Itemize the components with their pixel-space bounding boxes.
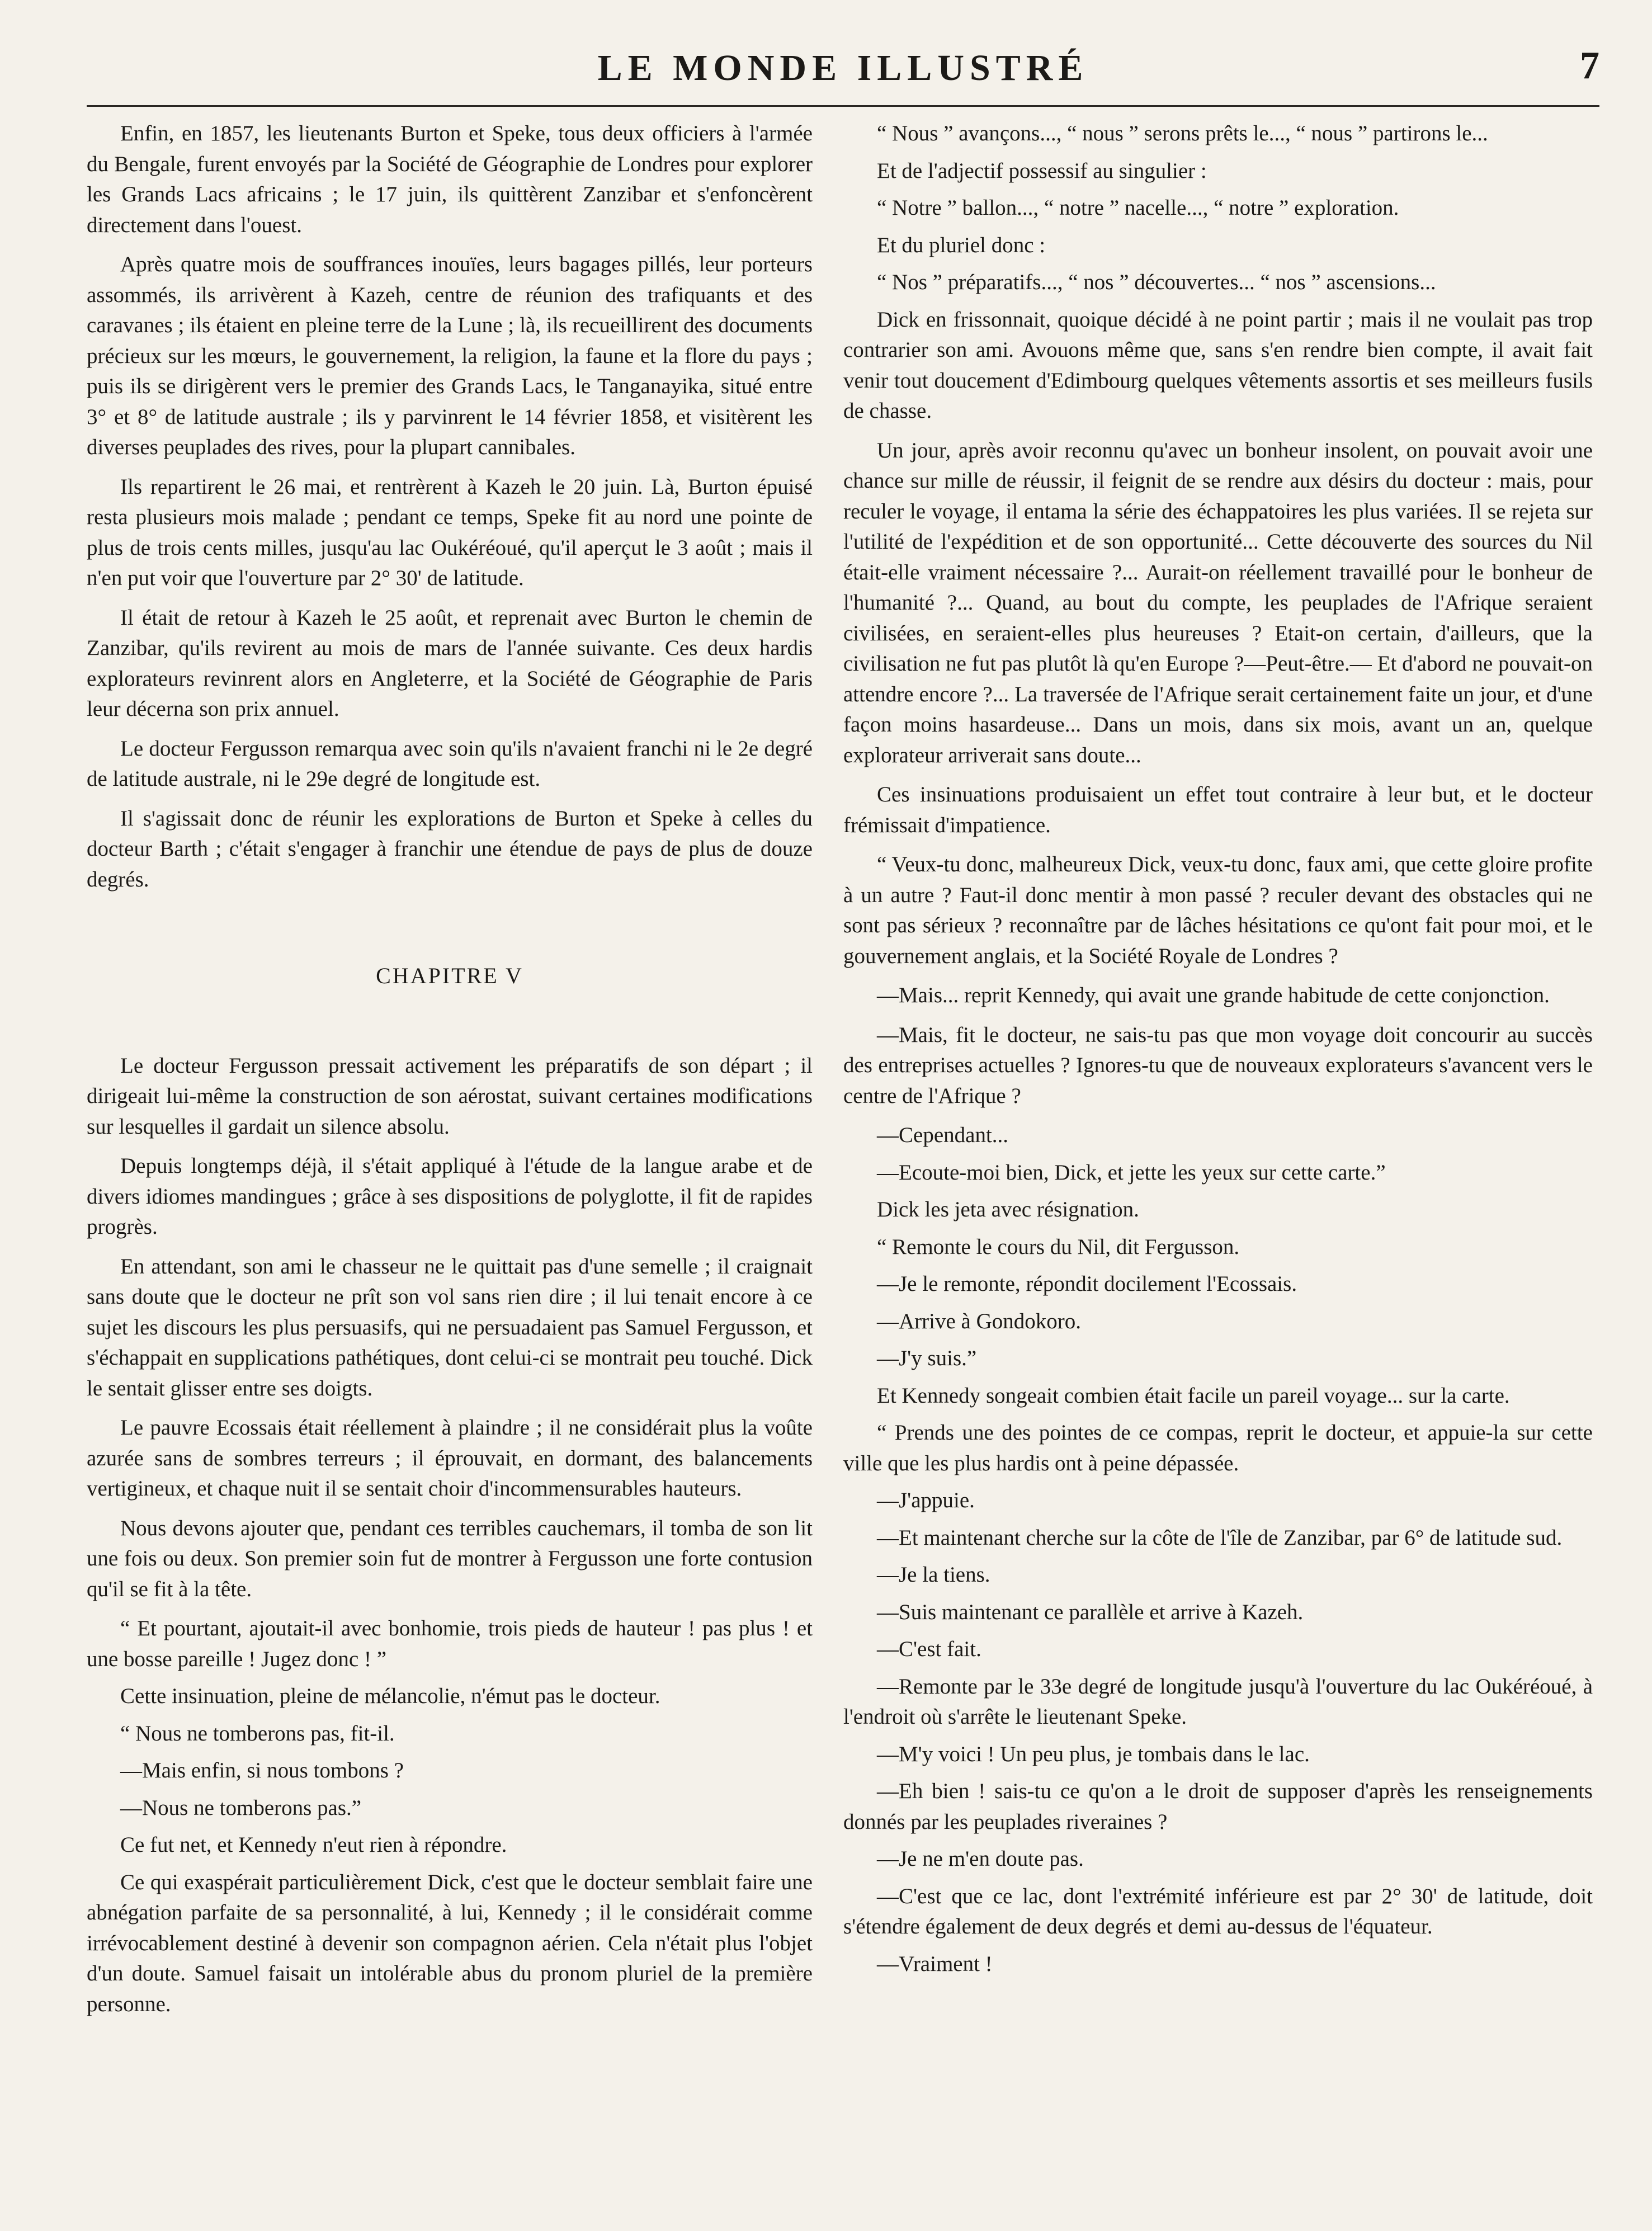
paragraph: Cette insinuation, pleine de mélancolie, n'émut pas le docteur. (120, 1684, 660, 1708)
dialogue-line: “ Nous ne tomberons pas, fit-il. (120, 1721, 395, 1746)
dialogue-line: —Je ne m'en doute pas. (877, 1847, 1084, 1871)
paragraph: Il s'agissait donc de réunir les explorations de Burton et Speke à celles du docteur Barth ; c'était s'engager à franchir une étendue de pays de plus de douze degrés. (87, 806, 813, 892)
dialogue-line: —Je la tiens. (877, 1563, 990, 1587)
paragraph: Le docteur Fergusson remarqua avec soin qu'ils n'avaient franchi ni le 2e degré de latitude australe, ni le 29e degré de longitude est. (87, 736, 813, 791)
dialogue-line: —Eh bien ! sais-tu ce qu'on a le droit de supposer d'après les renseignements donnés par les peuplades riveraines ? (843, 1779, 1593, 1834)
dialogue-line: —Vraiment ! (877, 1951, 993, 1976)
paragraph: Et Kennedy songeait combien était facile un pareil voyage... sur la carte. (877, 1383, 1510, 1408)
paragraph: Ce qui exaspérait particulièrement Dick, c'est que le docteur semblait faire une abnégation parfaite de sa personnalité, à lui, Kennedy ; il le considérait comme irrévocablement destiné à devenir son compagnon aérien. Cela n'était plus l'objet d'un doute. Samuel faisait un intolérable abus du pronom pluriel de la première personne. (87, 1870, 813, 2016)
paragraph: Un jour, après avoir reconnu qu'avec un bonheur insolent, on pouvait avoir une chance sur mille de réussir, il feignit de se rendre aux désirs du docteur : mais, pour reculer le voyage, il entama la série des échappatoires les plus variées. Il se rejeta sur l'utilité de l'expédition et de son opportunité... Cette découverte des sources du Nil était-elle vraiment nécessaire ?... Aurait-on réellement travaillé pour le bonheur de l'humanité ?... Quand, au bout du compte, les peuplades de l'Afrique seraient civilisées, en seraient-elles plus heureuses ? Etait-on certain, d'ailleurs, que la civilisation ne fut pas plutôt là qu'en Europe ?—Peut-être.— Et d'abord ne pouvait-on attendre encore ?... La traversée de l'Afrique serait certainement faite un jour, et d'une façon moins hasardeuse... Dans un mois, dans six mois, avant un an, quelque explorateur arriverait sans doute... (843, 438, 1593, 767)
chapter-heading: CHAPITRE V (376, 963, 523, 988)
dialogue-line: —Mais enfin, si nous tombons ? (120, 1758, 404, 1782)
page-header (87, 44, 1599, 107)
paragraph: Depuis longtemps déjà, il s'était appliqué à l'étude de la langue arabe et de divers idiomes mandingues ; grâce à ses dispositions de polyglotte, il fit de rapides progrès. (87, 1154, 813, 1239)
paragraph: Il était de retour à Kazeh le 25 août, et reprenait avec Burton le chemin de Zanzibar, qu'ils revirent au mois de mars de l'année suivante. Ces deux hardis explorateurs revinrent alors en Angleterre, et la Société de Géographie de Paris leur décerna son prix annuel. (87, 605, 813, 721)
paragraph: En attendant, son ami le chasseur ne le quittait pas d'une semelle ; il craignait sans doute que le docteur ne prît son vol sans rien dire ; il lui tenait encore à ce sujet les discours les plus persuasifs, qui ne persuadaient pas Samuel Fergusson, et s'échappait en supplications pathétiques, dont celui-ci se montrait peu touché. Dick le sentait glisser entre ses doigts. (87, 1254, 813, 1400)
paragraph: “ Notre ” ballon..., “ notre ” nacelle..., “ notre ” exploration. (877, 196, 1399, 220)
dialogue-line: —Arrive à Gondokoro. (877, 1309, 1081, 1333)
paragraph: Nous devons ajouter que, pendant ces terribles cauchemars, il tomba de son lit une fois ou deux. Son premier soin fut de montrer à Fergusson une forte contusion qu'il se fit à la tête. (87, 1516, 813, 1601)
paragraph: “ Nos ” préparatifs..., “ nos ” découvertes... “ nos ” ascensions... (877, 270, 1436, 294)
paragraph: Dick en frissonnait, quoique décidé à ne point partir ; mais il ne voulait pas trop contrarier son ami. Avouons même que, sans s'en rendre bien compte, il avait fait venir tout doucement d'Edimbourg quelques vêtements assortis et ses meilleurs fusils de chasse. (843, 307, 1593, 423)
right-column (843, 119, 1593, 1986)
dialogue-line: —Mais, fit le docteur, ne sais-tu pas que mon voyage doit concourir au succès des entreprises actuelles ? Ignores-tu que de nouveaux explorateurs s'avancent vers le centre de l'Afrique ? (843, 1022, 1593, 1108)
paragraph: Le docteur Fergusson pressait activement les préparatifs de son départ ; il dirigeait lui-même la construction de son aérostat, suivant certaines modifications sur lesquelles il gardait un silence absolu. (87, 1053, 813, 1139)
paragraph: Après quatre mois de souffrances inouïes, leurs bagages pillés, leur porteurs assommés, ils arrivèrent à Kazeh, centre de réunion des trafiquants et des caravanes ; ils étaient en pleine terre de la Lune ; là, ils recueillirent des documents précieux sur les mœurs, le gouvernement, la religion, la faune et la flore du pays ; puis ils se dirigèrent vers le premier des Grands Lacs, le Tanganayika, situé entre 3° et 8° de latitude australe ; ils y parvinrent le 14 février 1858, et visitèrent les diverses peuplades des rives, pour la plupart cannibales. (87, 252, 813, 459)
paragraph: Enfin, en 1857, les lieutenants Burton et Speke, tous deux officiers à l'armée du Bengale, furent envoyés par la Société de Géographie de Londres pour explorer les Grands Lacs africains ; le 17 juin, ils quittèrent Zanzibar et s'enfoncèrent directement dans l'ouest. (87, 121, 813, 237)
paragraph: Ces insinuations produisaient un effet tout contraire à leur but, et le docteur frémissait d'impatience. (843, 782, 1593, 837)
dialogue-line: —Mais... reprit Kennedy, qui avait une grande habitude de cette conjonction. (877, 983, 1550, 1007)
paragraph: Et du pluriel donc : (877, 233, 1046, 257)
paragraph: “ Veux-tu donc, malheureux Dick, veux-tu donc, faux ami, que cette gloire profite à un autre ? Faut-il donc mentir à mon passé ? reculer devant des obstacles qui ne sont pas sérieux ? reconnaître par de lâches hésitations ce qu'ont fait pour moi, et le gouvernement anglais, et la Société Royale de Londres ? (843, 852, 1593, 968)
dialogue-line: —Suis maintenant ce parallèle et arrive à Kazeh. (877, 1600, 1304, 1624)
paragraph: Ils repartirent le 26 mai, et rentrèrent à Kazeh le 20 juin. Là, Burton épuisé resta plusieurs mois malade ; pendant ce temps, Speke fit au nord une pointe de plus de trois cents milles, jusqu'au lac Oukéréoué, qu'il aperçut le 3 août ; mais il n'en put voir que l'ouverture par 2° 30' de latitude. (87, 474, 813, 590)
dialogue-line: —C'est que ce lac, dont l'extrémité inférieure est par 2° 30' de latitude, doit s'étendre également de deux degrés et demi au-dessus de l'équateur. (843, 1884, 1593, 1938)
dialogue-line: —Cependant... (877, 1123, 1009, 1147)
paragraph: Ce fut net, et Kennedy n'eut rien à répondre. (120, 1833, 507, 1857)
paragraph: Dick les jeta avec résignation. (877, 1197, 1139, 1221)
paragraph: Le pauvre Ecossais était réellement à plaindre ; il ne considérait plus la voûte azurée sans de sombres terreurs ; il éprouvait, en dormant, des balancements vertigineux, et chaque nuit il se sentait choir d'incommensurables hauteurs. (87, 1416, 813, 1501)
dialogue-line: —Et maintenant cherche sur la côte de l'île de Zanzibar, par 6° de latitude sud. (877, 1525, 1563, 1550)
dialogue-line: —J'appuie. (877, 1488, 975, 1512)
paragraph: “ Et pourtant, ajoutait-il avec bonhomie, trois pieds de hauteur ! pas plus ! et une bosse pareille ! Jugez donc ! ” (87, 1616, 813, 1671)
dialogue-line: —M'y voici ! Un peu plus, je tombais dans le lac. (877, 1742, 1310, 1766)
paragraph: “ Nous ” avançons..., “ nous ” serons prêts le..., “ nous ” partirons le... (877, 121, 1488, 145)
dialogue-line: —C'est fait. (877, 1637, 981, 1661)
left-column (87, 119, 813, 2029)
dialogue-line: —Nous ne tomberons pas.” (120, 1795, 362, 1820)
dialogue-line: “ Prends une des pointes de ce compas, reprit le docteur, et appuie-la sur cette ville que les plus hardis ont à peine dépassée. (843, 1421, 1593, 1475)
dialogue-line: —Je le remonte, répondit docilement l'Ecossais. (877, 1272, 1297, 1296)
dialogue-line: —Ecoute-moi bien, Dick, et jette les yeux sur cette carte.” (877, 1160, 1386, 1185)
dialogue-line: —Remonte par le 33e degré de longitude jusqu'à l'ouverture du lac Oukéréoué, à l'endroit où s'arrête le lieutenant Speke. (843, 1674, 1593, 1729)
paragraph: Et de l'adjectif possessif au singulier : (877, 158, 1207, 183)
page-number: 7 (1580, 44, 1599, 87)
dialogue-line: —J'y suis.” (877, 1346, 977, 1370)
journal-title: LE MONDE ILLUSTRÉ (597, 48, 1089, 88)
dialogue-line: “ Remonte le cours du Nil, dit Fergusson. (877, 1234, 1240, 1259)
